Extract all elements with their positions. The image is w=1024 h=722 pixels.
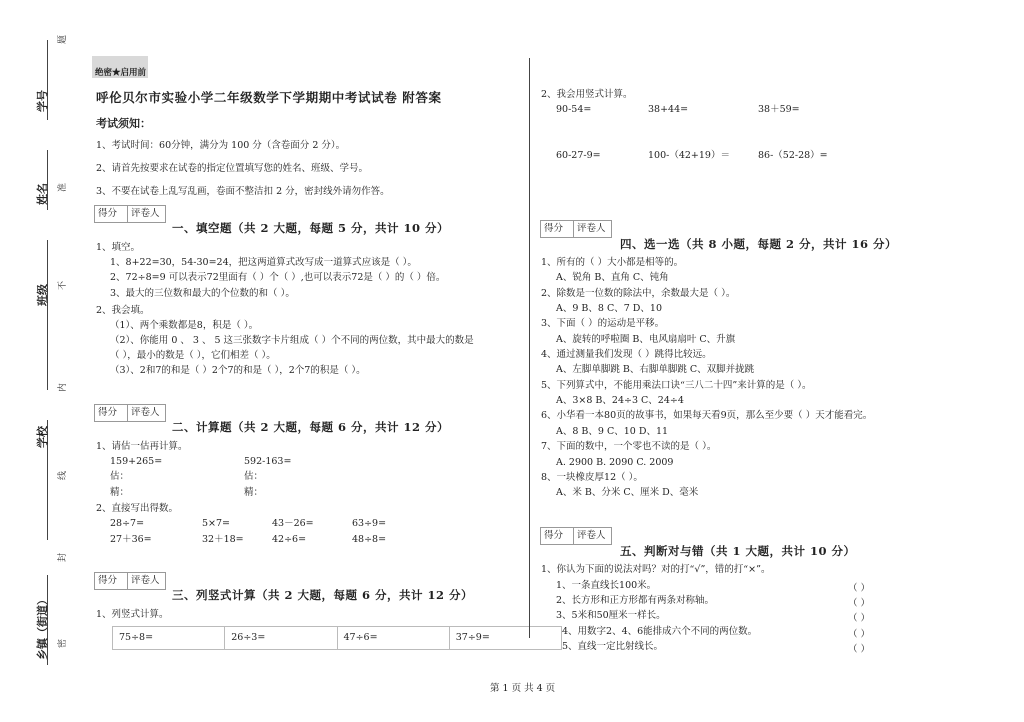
judge-item: 1、一条直线长100米。 bbox=[556, 580, 657, 591]
binding-label-xiangzhen: 乡镇（街道） bbox=[36, 594, 49, 660]
page-footer: 第 1 页 共 4 页 bbox=[490, 683, 556, 694]
section1-line: （ ），最小的数是（ ），它们相差（ ）。 bbox=[110, 350, 276, 361]
binding-margin bbox=[0, 0, 90, 722]
score-label: 得分 bbox=[95, 573, 128, 589]
choice-options: A、米 B、分米 C、厘米 D、毫米 bbox=[556, 487, 699, 498]
notice-item: 1、考试时间：60分钟，满分为 100 分（含卷面分 2 分）。 bbox=[96, 140, 346, 151]
choice-question: 4、通过测量我们发现（ ）跳得比较远。 bbox=[541, 349, 712, 360]
section1-heading: 一、填空题（共 2 大题，每题 5 分，共计 10 分） bbox=[172, 221, 450, 235]
estimate-jing: 精： bbox=[110, 487, 130, 498]
section1-line: 1、8+22=30，54-30=24，把这两道算式改写成一道算式应该是（ ）。 bbox=[110, 257, 417, 268]
estimate-expr: 159+265= bbox=[110, 456, 163, 467]
grader-label: 评卷人 bbox=[131, 407, 160, 418]
binding-char-xian: 线 bbox=[58, 470, 68, 480]
choice-options: A、锐角 B、直角 C、钝角 bbox=[556, 272, 669, 283]
estimate-gu: 估： bbox=[110, 471, 130, 482]
score-box bbox=[540, 527, 612, 545]
score-box bbox=[94, 572, 166, 590]
vertical-calc-cell: 37÷9= bbox=[455, 632, 490, 643]
section1-line: 2、72÷8=9 可以表示72里面有（ ）个（ ）,也可以表示72是（ ）的（ ）倍。 bbox=[110, 272, 446, 283]
direct-calc: 5×7= bbox=[202, 518, 231, 529]
binding-label-xuehao: 学号 bbox=[36, 90, 49, 112]
judge-item: 5、直线一定比射线长。 bbox=[562, 641, 664, 652]
score-box bbox=[540, 220, 612, 238]
answer-paren: （ ） bbox=[848, 629, 871, 640]
grader-label: 评卷人 bbox=[131, 208, 160, 219]
section4-heading: 四、选一选（共 8 小题，每题 2 分，共计 16 分） bbox=[620, 237, 898, 251]
direct-calc: 63÷9= bbox=[352, 518, 387, 529]
score-box bbox=[94, 404, 166, 422]
estimate-jing: 精： bbox=[244, 487, 264, 498]
choice-options: A、3×8 B、24÷3 C、24÷4 bbox=[556, 395, 684, 406]
section1-line: 1、填空。 bbox=[96, 242, 141, 253]
choice-options: A. 2900 B. 2090 C. 2009 bbox=[556, 457, 674, 468]
choice-options: A、旋转的呼啦圈 B、电风扇扇叶 C、升旗 bbox=[556, 334, 736, 345]
direct-calc: 27＋36= bbox=[110, 534, 152, 545]
page-title: 呼伦贝尔市实验小学二年级数学下学期期中考试试卷 附答案 bbox=[96, 90, 442, 105]
estimate-gu: 估： bbox=[244, 471, 264, 482]
judge-intro: 1、你认为下面的说法对吗？对的打“√”，错的打“×”。 bbox=[541, 564, 771, 575]
direct-calc: 32＋18= bbox=[202, 534, 244, 545]
binding-label-xingming: 姓名 bbox=[36, 183, 49, 205]
vertical-calc-cell: 75÷8= bbox=[113, 627, 225, 649]
binding-label-banji: 班级 bbox=[36, 284, 49, 306]
choice-options: A、9 B、8 C、7 D、10 bbox=[556, 303, 663, 314]
vertical-calc-cell: 26÷3= bbox=[225, 627, 337, 649]
answer-paren: （ ） bbox=[848, 583, 871, 594]
binding-label-xuexiao: 学校 bbox=[36, 426, 49, 448]
choice-question: 6、小华看一本80页的故事书，如果每天看9页，那么至少要（ ）天才能看完。 bbox=[541, 410, 873, 421]
judge-item: 3、5米和50厘米一样长。 bbox=[556, 610, 666, 621]
answer-paren: （ ） bbox=[848, 613, 871, 624]
binding-char-nei: 内 bbox=[58, 382, 68, 392]
vertical-calc-cell: 47÷6= bbox=[338, 627, 450, 649]
binding-char-mi: 密 bbox=[58, 638, 68, 648]
vertical-expr: 38＋59= bbox=[758, 104, 800, 115]
judge-item: 4、用数字2、4、6能排成六个不同的两位数。 bbox=[562, 626, 758, 637]
score-label: 得分 bbox=[541, 528, 574, 544]
binding-char-bu: 不 bbox=[58, 280, 68, 290]
section3-q1: 1、列竖式计算。 bbox=[96, 609, 169, 620]
section2-heading: 二、计算题（共 2 大题，每题 6 分，共计 12 分） bbox=[172, 420, 450, 434]
choice-question: 1、所有的（ ）大小都是相等的。 bbox=[541, 257, 684, 268]
column-divider bbox=[529, 58, 530, 638]
score-label: 得分 bbox=[95, 405, 128, 421]
vertical-calc-table bbox=[112, 626, 562, 650]
binding-char-feng: 封 bbox=[58, 552, 68, 562]
vertical-expr: 86-（52-28）= bbox=[758, 150, 828, 161]
choice-options: A、8 B、9 C、10 D、11 bbox=[556, 426, 669, 437]
confidential-stamp: 绝密★启用前 bbox=[92, 56, 148, 78]
judge-item: 2、长方形和正方形都有两条对称轴。 bbox=[556, 595, 715, 606]
choice-options: A、左脚单脚跳 B、右脚单脚跳 C、双脚并拢跳 bbox=[556, 364, 755, 375]
estimate-expr: 592-163= bbox=[244, 456, 292, 467]
direct-calc: 42÷6= bbox=[272, 534, 307, 545]
notice-item: 3、不要在试卷上乱写乱画，卷面不整洁扣 2 分，密封线外请勿作答。 bbox=[96, 186, 390, 197]
score-label: 得分 bbox=[95, 206, 128, 222]
section2-q1: 1、请估一估再计算。 bbox=[96, 441, 188, 452]
notice-item: 2、请首先按要求在试卷的指定位置填写您的姓名、班级、学号。 bbox=[96, 163, 369, 174]
section1-line: （1）、两个乘数都是8，积是（ ）。 bbox=[110, 320, 259, 331]
right-q2: 2、我会用竖式计算。 bbox=[541, 89, 633, 100]
choice-question: 3、下面（ ）的运动是平移。 bbox=[541, 318, 665, 329]
answer-paren: （ ） bbox=[848, 598, 871, 609]
answer-paren: （ ） bbox=[848, 644, 871, 655]
choice-question: 2、除数是一位数的除法中，余数最大是（ ）。 bbox=[541, 288, 736, 299]
direct-calc: 48÷8= bbox=[352, 534, 387, 545]
vertical-expr: 60-27-9= bbox=[556, 150, 601, 161]
section1-line: （2）、你能用 0 、 3 、 5 这三张数字卡片组成（ ）个不同的两位数，其中最大的数是 bbox=[110, 335, 474, 346]
direct-calc: 28÷7= bbox=[110, 518, 145, 529]
score-box bbox=[94, 205, 166, 223]
choice-question: 8、一块橡皮厚12（ ）。 bbox=[541, 472, 643, 483]
section2-q2: 2、直接写出得数。 bbox=[96, 503, 179, 514]
grader-label: 评卷人 bbox=[131, 575, 160, 586]
binding-line bbox=[47, 240, 48, 390]
direct-calc: 43－26= bbox=[272, 518, 314, 529]
section5-heading: 五、判断对与错（共 1 大题，共计 10 分） bbox=[620, 544, 856, 558]
score-label: 得分 bbox=[541, 221, 574, 237]
section1-line: 2、我会填。 bbox=[96, 305, 150, 316]
section1-line: （3）、2和7的和是（ ）2个7的和是（ ），2个7的积是（ ）。 bbox=[110, 365, 366, 376]
binding-char-ti: 题 bbox=[58, 34, 68, 44]
vertical-expr: 38+44= bbox=[648, 104, 689, 115]
choice-question: 7、下面的数中，一个零也不读的是（ ）。 bbox=[541, 441, 717, 452]
section3-heading: 三、列竖式计算（共 2 大题，每题 6 分，共计 12 分） bbox=[172, 588, 474, 602]
grader-label: 评卷人 bbox=[577, 223, 606, 234]
choice-question: 5、下列算式中，不能用乘法口诀“三八二十四”来计算的是（ ）。 bbox=[541, 380, 812, 391]
vertical-expr: 100-（42+19）＝ bbox=[648, 150, 730, 161]
notice-heading: 考试须知： bbox=[96, 117, 151, 130]
binding-char-zhun: 准 bbox=[58, 182, 68, 192]
section1-line: 3、最大的三位数和最大的个位数的和（ ）。 bbox=[110, 288, 295, 299]
grader-label: 评卷人 bbox=[577, 530, 606, 541]
vertical-expr: 90-54= bbox=[556, 104, 592, 115]
